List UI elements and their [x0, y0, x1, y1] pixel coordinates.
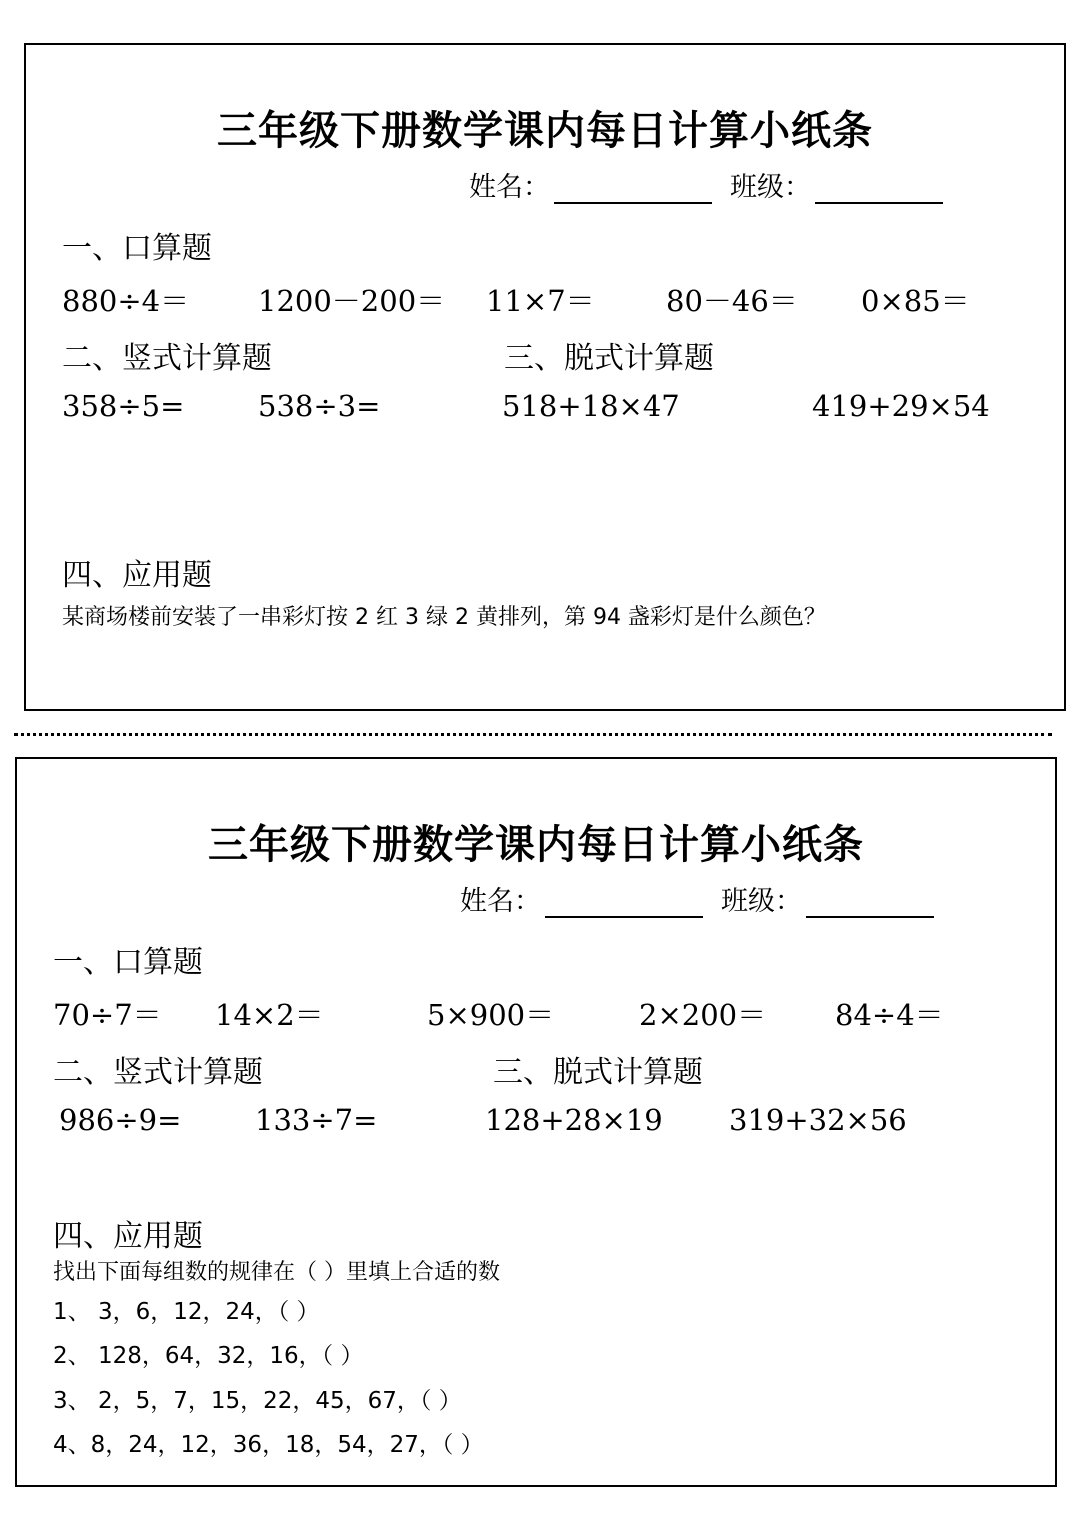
name-blank[interactable] — [545, 886, 703, 918]
name-label: 姓名： — [469, 172, 550, 203]
section-heading-vertical: 二、竖式计算题 — [62, 341, 272, 376]
class-blank[interactable] — [806, 886, 934, 918]
stepwise-item: 128+28×19 — [485, 1103, 663, 1137]
sequence-item: 3、 2，5，7，15，22，45，67，（ ） — [53, 1388, 462, 1414]
stepwise-item: 419+29×54 — [812, 389, 990, 423]
name-label: 姓名： — [460, 886, 541, 917]
sequence-item: 4、8，24，12，36，18，54，27，（ ） — [53, 1432, 484, 1458]
oral-item: 1200－200＝ — [258, 284, 446, 318]
section-heading-oral: 一、口算题 — [62, 231, 212, 266]
section-heading-stepwise: 三、脱式计算题 — [504, 341, 714, 376]
section-heading-oral: 一、口算题 — [53, 945, 203, 980]
oral-item: 11×7＝ — [486, 284, 595, 318]
sequence-item: 2、 128，64，32，16，（ ） — [53, 1343, 364, 1369]
oral-item: 2×200＝ — [639, 998, 767, 1032]
vertical-item: 538÷3= — [258, 389, 381, 423]
oral-item: 0×85＝ — [861, 284, 970, 318]
oral-item: 70÷7＝ — [53, 998, 162, 1032]
slip-title: 三年级下册数学课内每日计算小纸条 — [217, 108, 873, 154]
stepwise-item: 518+18×47 — [502, 389, 680, 423]
class-label: 班级： — [721, 886, 802, 917]
cut-line-divider — [14, 733, 1052, 736]
application-problem: 某商场楼前安装了一串彩灯按 2 红 3 绿 2 黄排列，第 94 盏彩灯是什么颜色？ — [62, 605, 826, 630]
class-label: 班级： — [730, 172, 811, 203]
name-class-row — [460, 879, 934, 918]
oral-item: 84÷4＝ — [835, 998, 944, 1032]
class-blank[interactable] — [815, 172, 943, 204]
vertical-item: 358÷5= — [62, 389, 185, 423]
oral-item: 80－46＝ — [666, 284, 798, 318]
application-instructions: 找出下面每组数的规律在（ ）里填上合适的数 — [53, 1260, 500, 1285]
calculation-slip-1 — [24, 43, 1066, 711]
stepwise-item: 319+32×56 — [729, 1103, 907, 1137]
vertical-item: 986÷9= — [59, 1103, 182, 1137]
section-heading-vertical: 二、竖式计算题 — [53, 1055, 263, 1090]
slip-title: 三年级下册数学课内每日计算小纸条 — [208, 822, 864, 868]
sequence-item: 1、 3，6，12，24，（ ） — [53, 1299, 320, 1325]
oral-item: 5×900＝ — [427, 998, 555, 1032]
name-class-row — [469, 165, 943, 204]
section-heading-application: 四、应用题 — [53, 1219, 203, 1254]
name-blank[interactable] — [554, 172, 712, 204]
calculation-slip-2 — [15, 757, 1057, 1487]
section-heading-application: 四、应用题 — [62, 558, 212, 593]
oral-item: 880÷4＝ — [62, 284, 190, 318]
oral-item: 14×2＝ — [215, 998, 324, 1032]
vertical-item: 133÷7= — [255, 1103, 378, 1137]
section-heading-stepwise: 三、脱式计算题 — [493, 1055, 703, 1090]
